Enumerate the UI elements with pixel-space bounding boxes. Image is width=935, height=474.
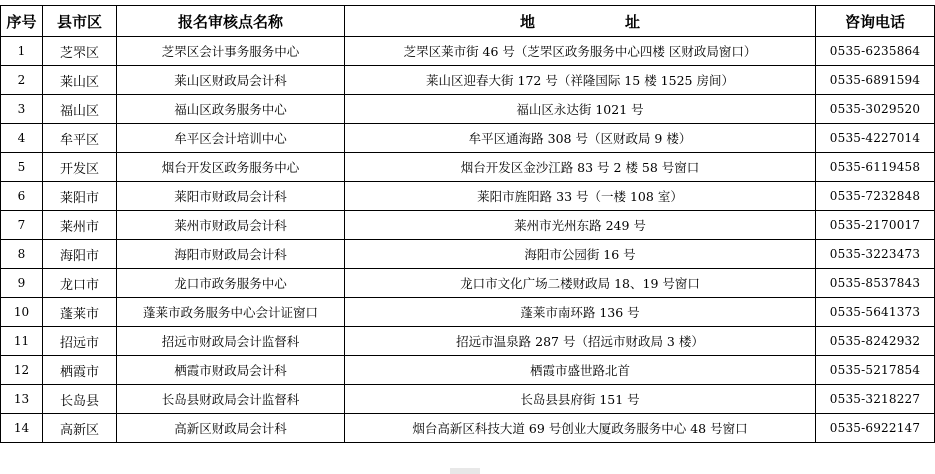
header-address: 地 址	[345, 6, 816, 37]
table-row	[1, 414, 935, 443]
cell-address: 栖霞市盛世路北首	[345, 356, 816, 385]
cell-phone: 0535-5641373	[816, 298, 935, 327]
cell-office: 高新区财政局会计科	[117, 414, 345, 443]
table-row	[1, 327, 935, 356]
table-body	[1, 37, 935, 443]
cell-phone: 0535-5217854	[816, 356, 935, 385]
cell-index: 11	[1, 327, 43, 356]
table-row	[1, 269, 935, 298]
cell-index: 3	[1, 95, 43, 124]
cell-address: 长岛县县府街 151 号	[345, 385, 816, 414]
cell-phone: 0535-8242932	[816, 327, 935, 356]
table-row	[1, 298, 935, 327]
cell-county: 牟平区	[43, 124, 117, 153]
cell-address: 海阳市公园街 16 号	[345, 240, 816, 269]
cell-index: 9	[1, 269, 43, 298]
cell-county: 蓬莱市	[43, 298, 117, 327]
cell-office: 福山区政务服务中心	[117, 95, 345, 124]
cell-phone: 0535-3029520	[816, 95, 935, 124]
cell-county: 龙口市	[43, 269, 117, 298]
cell-phone: 0535-6922147	[816, 414, 935, 443]
cell-index: 6	[1, 182, 43, 211]
cell-index: 10	[1, 298, 43, 327]
header-phone: 咨询电话	[816, 6, 935, 37]
scroll-indicator	[450, 468, 480, 474]
cell-phone: 0535-3218227	[816, 385, 935, 414]
cell-address: 烟台高新区科技大道 69 号创业大厦政务服务中心 48 号窗口	[345, 414, 816, 443]
cell-office: 牟平区会计培训中心	[117, 124, 345, 153]
cell-phone: 0535-6891594	[816, 66, 935, 95]
cell-phone: 0535-3223473	[816, 240, 935, 269]
cell-phone: 0535-8537843	[816, 269, 935, 298]
table-row	[1, 356, 935, 385]
cell-index: 4	[1, 124, 43, 153]
header-index: 序号	[1, 6, 43, 37]
cell-county: 栖霞市	[43, 356, 117, 385]
cell-office: 招远市财政局会计监督科	[117, 327, 345, 356]
cell-office: 栖霞市财政局会计科	[117, 356, 345, 385]
cell-office: 芝罘区会计事务服务中心	[117, 37, 345, 66]
header-office: 报名审核点名称	[117, 6, 345, 37]
cell-address: 招远市温泉路 287 号（招远市财政局 3 楼）	[345, 327, 816, 356]
cell-office: 龙口市政务服务中心	[117, 269, 345, 298]
cell-address: 莱州市光州东路 249 号	[345, 211, 816, 240]
cell-index: 7	[1, 211, 43, 240]
cell-county: 招远市	[43, 327, 117, 356]
table-row	[1, 182, 935, 211]
table-row	[1, 66, 935, 95]
cell-address: 福山区永达街 1021 号	[345, 95, 816, 124]
cell-county: 莱山区	[43, 66, 117, 95]
table-row	[1, 124, 935, 153]
table-row	[1, 211, 935, 240]
cell-phone: 0535-4227014	[816, 124, 935, 153]
cell-address: 蓬莱市南环路 136 号	[345, 298, 816, 327]
cell-address: 龙口市文化广场二楼财政局 18、19 号窗口	[345, 269, 816, 298]
cell-phone: 0535-6235864	[816, 37, 935, 66]
cell-county: 开发区	[43, 153, 117, 182]
cell-county: 高新区	[43, 414, 117, 443]
table-row	[1, 153, 935, 182]
table-row	[1, 385, 935, 414]
cell-address: 芝罘区莱市街 46 号（芝罘区政务服务中心四楼 区财政局窗口）	[345, 37, 816, 66]
cell-index: 2	[1, 66, 43, 95]
cell-county: 福山区	[43, 95, 117, 124]
cell-phone: 0535-2170017	[816, 211, 935, 240]
cell-office: 海阳市财政局会计科	[117, 240, 345, 269]
cell-address: 莱阳市旌阳路 33 号（一楼 108 室）	[345, 182, 816, 211]
registration-sites-table	[0, 5, 935, 443]
header-county: 县市区	[43, 6, 117, 37]
cell-office: 长岛县财政局会计监督科	[117, 385, 345, 414]
cell-phone: 0535-7232848	[816, 182, 935, 211]
table-header-row	[1, 6, 935, 37]
cell-index: 14	[1, 414, 43, 443]
cell-address: 莱山区迎春大街 172 号（祥隆国际 15 楼 1525 房间）	[345, 66, 816, 95]
cell-county: 芝罘区	[43, 37, 117, 66]
cell-office: 烟台开发区政务服务中心	[117, 153, 345, 182]
table-row	[1, 95, 935, 124]
table-row	[1, 37, 935, 66]
cell-county: 海阳市	[43, 240, 117, 269]
cell-index: 1	[1, 37, 43, 66]
cell-index: 5	[1, 153, 43, 182]
cell-address: 牟平区通海路 308 号（区财政局 9 楼）	[345, 124, 816, 153]
cell-county: 莱州市	[43, 211, 117, 240]
cell-county: 长岛县	[43, 385, 117, 414]
cell-office: 莱阳市财政局会计科	[117, 182, 345, 211]
cell-index: 8	[1, 240, 43, 269]
cell-phone: 0535-6119458	[816, 153, 935, 182]
cell-office: 莱山区财政局会计科	[117, 66, 345, 95]
cell-office: 蓬莱市政务服务中心会计证窗口	[117, 298, 345, 327]
cell-county: 莱阳市	[43, 182, 117, 211]
cell-address: 烟台开发区金沙江路 83 号 2 楼 58 号窗口	[345, 153, 816, 182]
cell-index: 12	[1, 356, 43, 385]
cell-office: 莱州市财政局会计科	[117, 211, 345, 240]
cell-index: 13	[1, 385, 43, 414]
table-row	[1, 240, 935, 269]
